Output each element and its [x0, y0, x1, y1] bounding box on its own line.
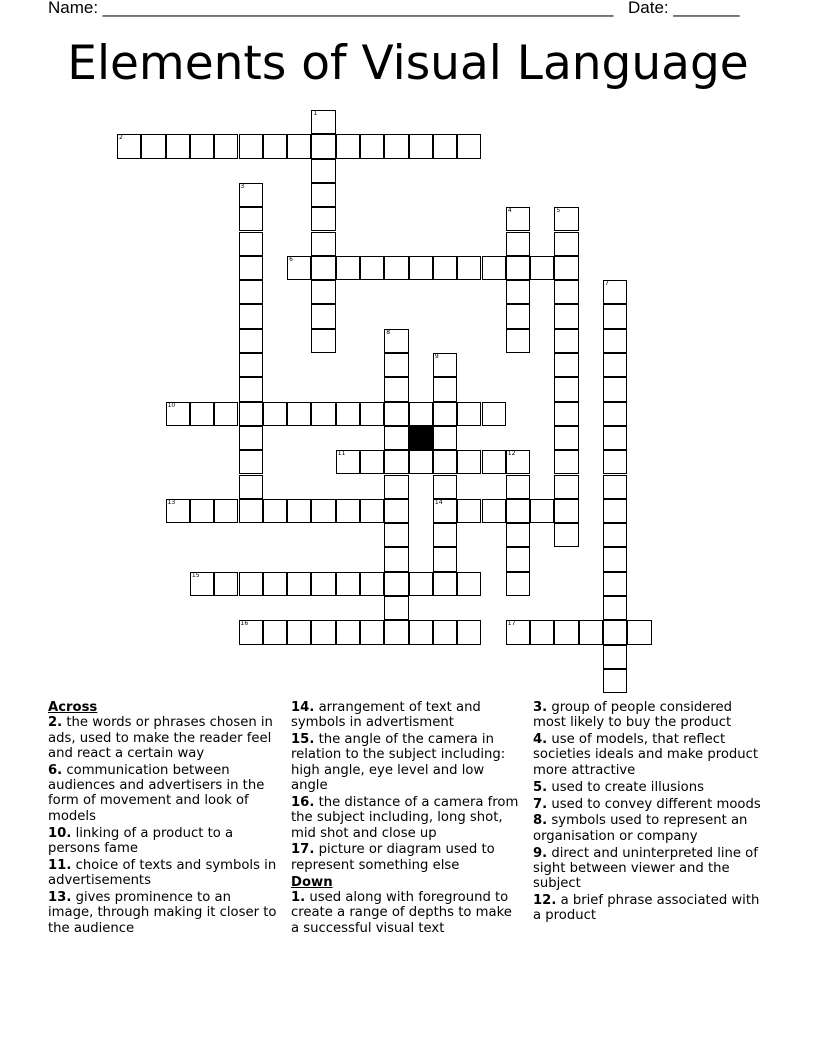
grid-cell[interactable]: [482, 256, 506, 280]
grid-cell[interactable]: [384, 329, 408, 353]
grid-cell[interactable]: [166, 402, 190, 426]
date-field[interactable]: Date: _______: [628, 0, 740, 17]
clue-number: 16.: [291, 794, 315, 810]
grid-cell[interactable]: [239, 256, 263, 280]
grid-cell[interactable]: [530, 499, 554, 523]
grid-cell[interactable]: [360, 572, 384, 596]
grid-cell[interactable]: [239, 207, 263, 231]
grid-cell[interactable]: [554, 256, 578, 280]
clue-text: gives prominence to an image, through making it closer to the audience: [48, 889, 277, 936]
grid-cell[interactable]: [336, 256, 360, 280]
grid-cell[interactable]: [360, 450, 384, 474]
clues-column-2: [291, 700, 521, 937]
clue-number: 14.: [291, 700, 315, 715]
grid-cell[interactable]: [554, 353, 578, 377]
grid-cell[interactable]: [554, 426, 578, 450]
grid-cell[interactable]: [603, 304, 627, 328]
grid-cell[interactable]: [239, 329, 263, 353]
grid-cell[interactable]: [311, 620, 335, 644]
clue-across-15: [291, 732, 521, 793]
grid-cell[interactable]: [554, 280, 578, 304]
grid-cell[interactable]: [287, 620, 311, 644]
clue-text: use of models, that reflect societies ideals and make product more attractive: [533, 732, 759, 778]
grid-cell[interactable]: [384, 572, 408, 596]
clue-number-label: 11: [337, 450, 346, 458]
grid-cell[interactable]: [311, 134, 335, 158]
grid-cell[interactable]: [433, 377, 457, 401]
clue-number: 4.: [533, 732, 548, 748]
grid-cell[interactable]: [506, 499, 530, 523]
grid-cell[interactable]: [433, 475, 457, 499]
grid-cell[interactable]: [384, 450, 408, 474]
grid-cell[interactable]: [603, 645, 627, 669]
clue-text: picture or diagram used to represent something else: [291, 842, 495, 873]
clue-number: 8.: [533, 813, 548, 829]
grid-cell[interactable]: [506, 304, 530, 328]
grid-cell[interactable]: [627, 620, 651, 644]
clue-text: the words or phrases chosen in ads, used to make the reader feel and react a certain way: [48, 715, 273, 761]
grid-cell[interactable]: [433, 353, 457, 377]
clue-across-16: [291, 795, 521, 841]
grid-cell[interactable]: [506, 620, 530, 644]
grid-cell[interactable]: [433, 426, 457, 450]
clue-text: used to create illusions: [551, 779, 704, 795]
grid-cell[interactable]: [409, 572, 433, 596]
clue-number: 10.: [48, 825, 72, 841]
grid-cell[interactable]: [287, 134, 311, 158]
clues-column-3: [533, 700, 763, 925]
grid-cell[interactable]: [554, 450, 578, 474]
grid-cell[interactable]: [457, 499, 481, 523]
clue-number-label: 10: [167, 401, 176, 409]
grid-cell[interactable]: [239, 499, 263, 523]
clue-number-label: 9: [434, 353, 439, 360]
clue-across-17: [291, 842, 521, 873]
grid-cell[interactable]: [141, 134, 165, 158]
grid-cell[interactable]: [239, 450, 263, 474]
clue-number: 6.: [48, 762, 63, 778]
grid-cell[interactable]: [409, 134, 433, 158]
grid-cell[interactable]: [360, 499, 384, 523]
grid-cell[interactable]: [287, 256, 311, 280]
clue-text: used along with foreground to create a range of depths to make a successful visual text: [291, 889, 512, 936]
grid-cell[interactable]: [506, 256, 530, 280]
grid-cell[interactable]: [554, 523, 578, 547]
grid-cell[interactable]: [384, 426, 408, 450]
grid-cell[interactable]: [457, 256, 481, 280]
grid-cell[interactable]: [482, 499, 506, 523]
clue-number: 11.: [48, 857, 72, 873]
clue-text: arrangement of text and symbols in advertisment: [291, 700, 481, 731]
grid-cell[interactable]: [554, 207, 578, 231]
clue-down-8: [533, 813, 763, 844]
grid-cell[interactable]: [263, 499, 287, 523]
grid-cell[interactable]: [239, 402, 263, 426]
grid-cell[interactable]: [457, 620, 481, 644]
clue-across-2: [48, 715, 278, 761]
grid-cell[interactable]: [506, 280, 530, 304]
grid-cell[interactable]: [360, 620, 384, 644]
grid-cell[interactable]: [457, 134, 481, 158]
grid-cell[interactable]: [603, 523, 627, 547]
grid-cell[interactable]: [239, 353, 263, 377]
grid-cell[interactable]: [384, 377, 408, 401]
clue-number-label: 7: [605, 280, 609, 288]
clue-down-12: [533, 893, 763, 924]
grid-cell[interactable]: [263, 620, 287, 644]
grid-cell[interactable]: [506, 329, 530, 353]
grid-cell[interactable]: [311, 207, 335, 231]
clue-number-label: 14: [434, 498, 443, 506]
grid-cell[interactable]: [311, 402, 335, 426]
clue-across-14: [291, 700, 521, 731]
grid-cell[interactable]: [554, 620, 578, 644]
clue-text: the distance of a camera from the subject including, long shot, mid shot and close up: [291, 794, 519, 841]
grid-cell[interactable]: [554, 475, 578, 499]
clue-down-3: [533, 700, 763, 731]
grid-cell[interactable]: [190, 134, 214, 158]
grid-cell[interactable]: [263, 134, 287, 158]
clue-number-label: 2: [119, 134, 123, 142]
grid-cell[interactable]: [433, 499, 457, 523]
grid-cell[interactable]: [554, 402, 578, 426]
clue-text: group of people considered most likely to buy the product: [533, 700, 732, 731]
grid-cell[interactable]: [311, 256, 335, 280]
grid-cell[interactable]: [384, 596, 408, 620]
clue-number: 9.: [533, 845, 548, 861]
grid-cell[interactable]: [603, 620, 627, 644]
grid-cell[interactable]: [311, 572, 335, 596]
grid-cell[interactable]: [214, 572, 238, 596]
grid-cell[interactable]: [311, 329, 335, 353]
clue-number: 5.: [533, 779, 548, 795]
clue-down-9: [533, 846, 763, 892]
grid-cell[interactable]: [433, 450, 457, 474]
grid-cell[interactable]: [384, 523, 408, 547]
grid-cell[interactable]: [506, 450, 530, 474]
grid-cell[interactable]: [336, 620, 360, 644]
grid-cell[interactable]: [603, 402, 627, 426]
grid-cell[interactable]: [482, 450, 506, 474]
grid-cell[interactable]: [336, 134, 360, 158]
grid-cell[interactable]: [190, 572, 214, 596]
clue-number: 1.: [291, 889, 306, 905]
grid-cell[interactable]: [336, 499, 360, 523]
clue-text: used to convey different moods: [551, 796, 761, 812]
grid-cell[interactable]: [409, 256, 433, 280]
grid-cell[interactable]: [603, 475, 627, 499]
clue-down-1: [291, 890, 521, 936]
grid-cell[interactable]: [433, 523, 457, 547]
grid-cell[interactable]: [360, 134, 384, 158]
grid-block: [409, 426, 433, 450]
grid-cell[interactable]: [190, 402, 214, 426]
clue-number: 7.: [533, 796, 548, 812]
clue-number-label: 4: [507, 207, 512, 215]
grid-cell[interactable]: [409, 620, 433, 644]
grid-cell[interactable]: [603, 669, 627, 693]
grid-cell[interactable]: [311, 280, 335, 304]
grid-cell[interactable]: [214, 499, 238, 523]
grid-cell[interactable]: [409, 402, 433, 426]
grid-cell[interactable]: [482, 402, 506, 426]
grid-cell[interactable]: [384, 134, 408, 158]
grid-cell[interactable]: [506, 547, 530, 571]
grid-cell[interactable]: [287, 402, 311, 426]
grid-cell[interactable]: [239, 620, 263, 644]
clue-number: 12.: [533, 893, 557, 909]
grid-cell[interactable]: [554, 499, 578, 523]
grid-cell[interactable]: [287, 499, 311, 523]
grid-cell[interactable]: [239, 232, 263, 256]
grid-cell[interactable]: [336, 402, 360, 426]
grid-cell[interactable]: [263, 402, 287, 426]
grid-cell[interactable]: [360, 256, 384, 280]
clues-column-1: [48, 700, 278, 937]
grid-cell[interactable]: [117, 134, 141, 158]
grid-cell[interactable]: [239, 134, 263, 158]
grid-cell[interactable]: [311, 183, 335, 207]
grid-cell[interactable]: [166, 499, 190, 523]
clue-number-label: 3: [240, 182, 245, 190]
clue-number: 2.: [48, 715, 63, 731]
grid-cell[interactable]: [239, 280, 263, 304]
grid-cell[interactable]: [603, 353, 627, 377]
grid-cell[interactable]: [239, 475, 263, 499]
clue-across-10: [48, 826, 278, 857]
grid-cell[interactable]: [433, 256, 457, 280]
grid-cell[interactable]: [603, 572, 627, 596]
down-heading: Down: [291, 874, 333, 890]
grid-cell[interactable]: [554, 329, 578, 353]
grid-cell[interactable]: [384, 353, 408, 377]
grid-cell[interactable]: [360, 402, 384, 426]
clue-number: 17.: [291, 842, 315, 858]
grid-cell[interactable]: [311, 304, 335, 328]
grid-cell[interactable]: [287, 572, 311, 596]
grid-cell[interactable]: [263, 572, 287, 596]
grid-cell[interactable]: [433, 134, 457, 158]
grid-cell[interactable]: [457, 402, 481, 426]
clue-down-5: [533, 780, 763, 795]
grid-cell[interactable]: [239, 183, 263, 207]
clue-number-label: 1: [313, 110, 318, 117]
grid-cell[interactable]: [239, 304, 263, 328]
grid-cell[interactable]: [190, 499, 214, 523]
grid-cell[interactable]: [603, 426, 627, 450]
grid-cell[interactable]: [530, 620, 554, 644]
across-heading: Across: [48, 700, 98, 715]
clue-number-label: 5: [556, 207, 561, 215]
clue-text: linking of a product to a persons fame: [48, 825, 234, 856]
clue-number: 13.: [48, 889, 72, 905]
grid-cell[interactable]: [311, 159, 335, 183]
grid-cell[interactable]: [433, 402, 457, 426]
grid-cell[interactable]: [409, 450, 433, 474]
grid-cell[interactable]: [336, 572, 360, 596]
clue-text: direct and uninterpreted line of sight between viewer and the subject: [533, 845, 758, 892]
grid-cell[interactable]: [239, 572, 263, 596]
clue-text: a brief phrase associated with a product: [533, 893, 760, 924]
grid-cell[interactable]: [166, 134, 190, 158]
grid-cell[interactable]: [554, 304, 578, 328]
clue-text: communication between audiences and advertisers in the form of movement and look of models: [48, 762, 265, 824]
grid-cell[interactable]: [506, 207, 530, 231]
grid-cell[interactable]: [384, 620, 408, 644]
clue-text: the angle of the camera in relation to the subject including: high angle, eye level and low angle: [291, 732, 506, 794]
grid-cell[interactable]: [603, 280, 627, 304]
grid-cell[interactable]: [239, 377, 263, 401]
grid-cell[interactable]: [603, 547, 627, 571]
clue-number-label: 8: [386, 328, 391, 336]
grid-cell[interactable]: [214, 402, 238, 426]
grid-cell[interactable]: [311, 499, 335, 523]
grid-cell[interactable]: [457, 450, 481, 474]
grid-cell[interactable]: [311, 110, 335, 134]
grid-cell[interactable]: [603, 499, 627, 523]
grid-cell[interactable]: [506, 232, 530, 256]
clue-text: choice of texts and symbols in advertisements: [48, 857, 277, 889]
grid-cell[interactable]: [506, 572, 530, 596]
grid-cell[interactable]: [433, 547, 457, 571]
grid-cell[interactable]: [579, 620, 603, 644]
grid-cell[interactable]: [603, 450, 627, 474]
clue-text: symbols used to represent an organisation or company: [533, 813, 748, 844]
grid-cell[interactable]: [506, 475, 530, 499]
clue-across-13: [48, 890, 278, 936]
clue-number-label: 15: [191, 571, 200, 579]
grid-cell[interactable]: [603, 596, 627, 620]
grid-cell[interactable]: [384, 256, 408, 280]
clue-number: 3.: [533, 700, 548, 715]
clue-across-11: [48, 858, 278, 889]
grid-cell[interactable]: [239, 426, 263, 450]
grid-cell[interactable]: [384, 475, 408, 499]
grid-cell[interactable]: [384, 547, 408, 571]
clue-number-label: 6: [289, 255, 293, 263]
clue-number: 15.: [291, 732, 315, 748]
grid-cell[interactable]: [311, 232, 335, 256]
clue-down-4: [533, 732, 763, 778]
clue-number-label: 12: [507, 450, 516, 458]
grid-cell[interactable]: [336, 450, 360, 474]
clue-number-label: 13: [167, 498, 176, 506]
name-field[interactable]: Name: ______________________________________________________: [48, 0, 614, 17]
grid-cell[interactable]: [554, 377, 578, 401]
clue-number-label: 16: [240, 620, 249, 628]
grid-cell[interactable]: [214, 134, 238, 158]
grid-cell[interactable]: [457, 572, 481, 596]
grid-cell[interactable]: [384, 499, 408, 523]
grid-cell[interactable]: [433, 572, 457, 596]
grid-cell[interactable]: [384, 402, 408, 426]
grid-cell[interactable]: [603, 377, 627, 401]
page-title: Elements of Visual Language: [67, 36, 749, 91]
clues-section: [48, 700, 778, 960]
grid-cell[interactable]: [603, 329, 627, 353]
grid-cell[interactable]: [506, 523, 530, 547]
clue-down-7: [533, 797, 763, 812]
grid-cell[interactable]: [433, 620, 457, 644]
clue-number-label: 17: [507, 620, 516, 628]
clue-across-6: [48, 763, 278, 824]
grid-cell[interactable]: [530, 256, 554, 280]
grid-cell[interactable]: [554, 232, 578, 256]
